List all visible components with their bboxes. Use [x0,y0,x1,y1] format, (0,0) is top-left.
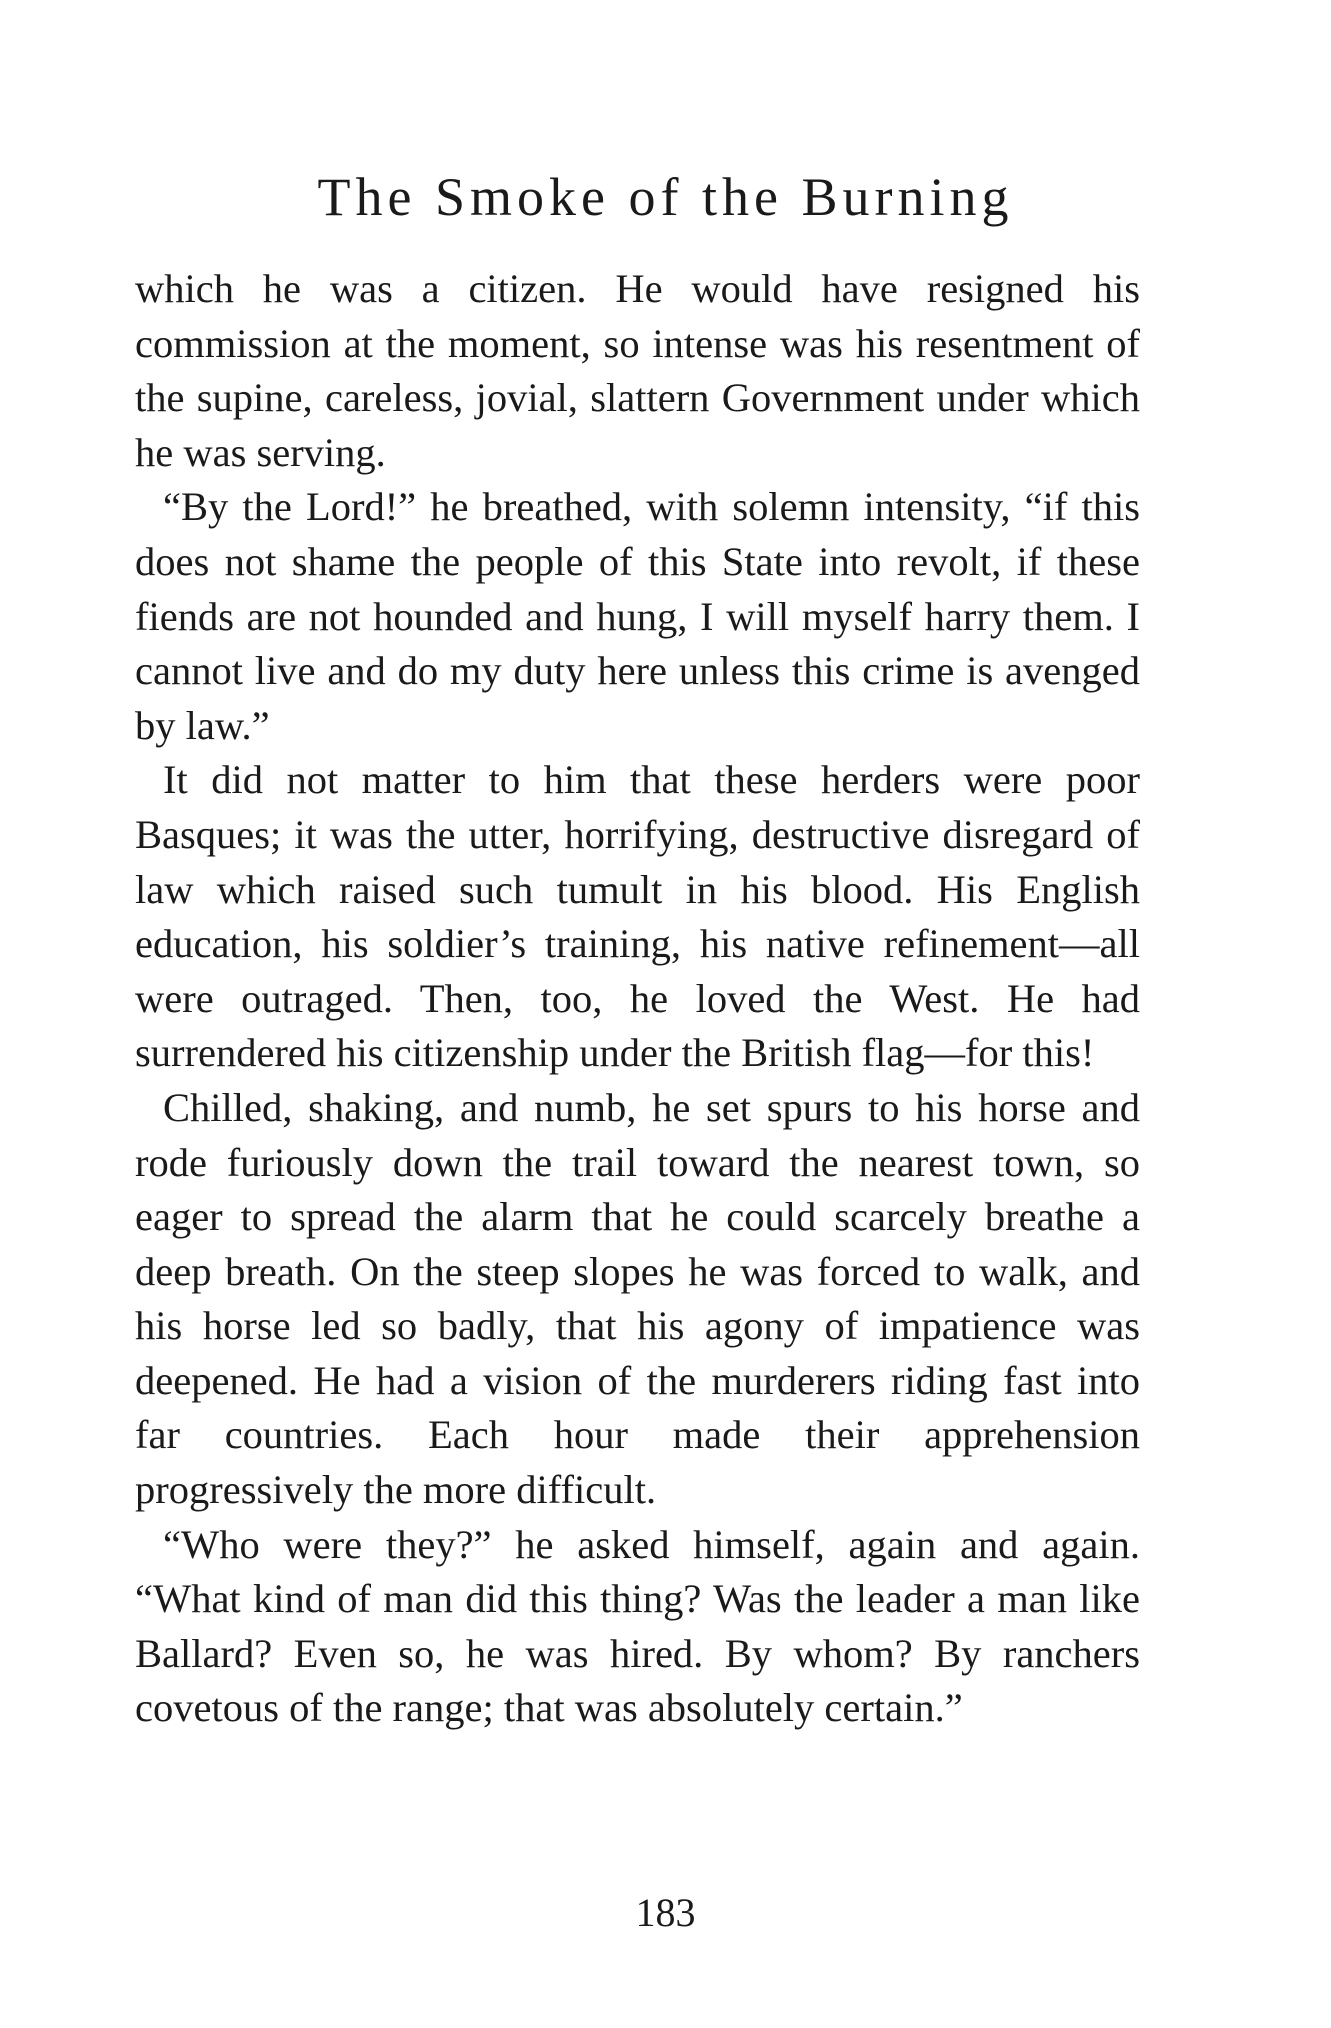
paragraph-2: “By the Lord!” he breathed, with solemn intensity, “if this does not shame the people of this State into revolt, if these fiends are not hounded and hung, I will myself harry them. I cannot live and do my duty here unless this crime is avenged by law.” [135,484,1140,748]
running-header: The Smoke of the Burning [317,167,1014,227]
paragraph-1: which he was a citizen. He would have resigned his commission at the moment, so intense was his resentment of the supine, careless, jovial, slattern Government under which he was serving. [135,266,1140,475]
paragraph-4: Chilled, shaking, and numb, he set spurs to his horse and rode furiously down the trail toward the nearest town, so eager to spread the alarm that he could scarcely breathe a deep breath. On the steep slopes he was forced to walk, and his horse led so badly, that his agony of impatience was deepened. He had a vision of the murderers riding fast into far countries. Each hour made their apprehension progressively the more difficult. [135,1084,1140,1513]
page-number: 183 [635,1890,696,1935]
paragraph-5: “Who were they?” he asked himself, again and again. “What kind of man did this thing? Was the leader a man like Ballard? Even so, he was hired. By whom? By ranchers covetous of the range; that was absolutely certain.” [135,1521,1140,1731]
paragraph-3: It did not matter to him that these herders were poor Basques; it was the utter, horrifying, destructive disregard of law which raised such tumult in his blood. His English education, his soldier’s training, his native refinement—all were outraged. Then, too, he loved the West. He had surrendered his citizenship under the British flag—for this! [135,757,1140,1076]
body-text [135,262,1140,1736]
